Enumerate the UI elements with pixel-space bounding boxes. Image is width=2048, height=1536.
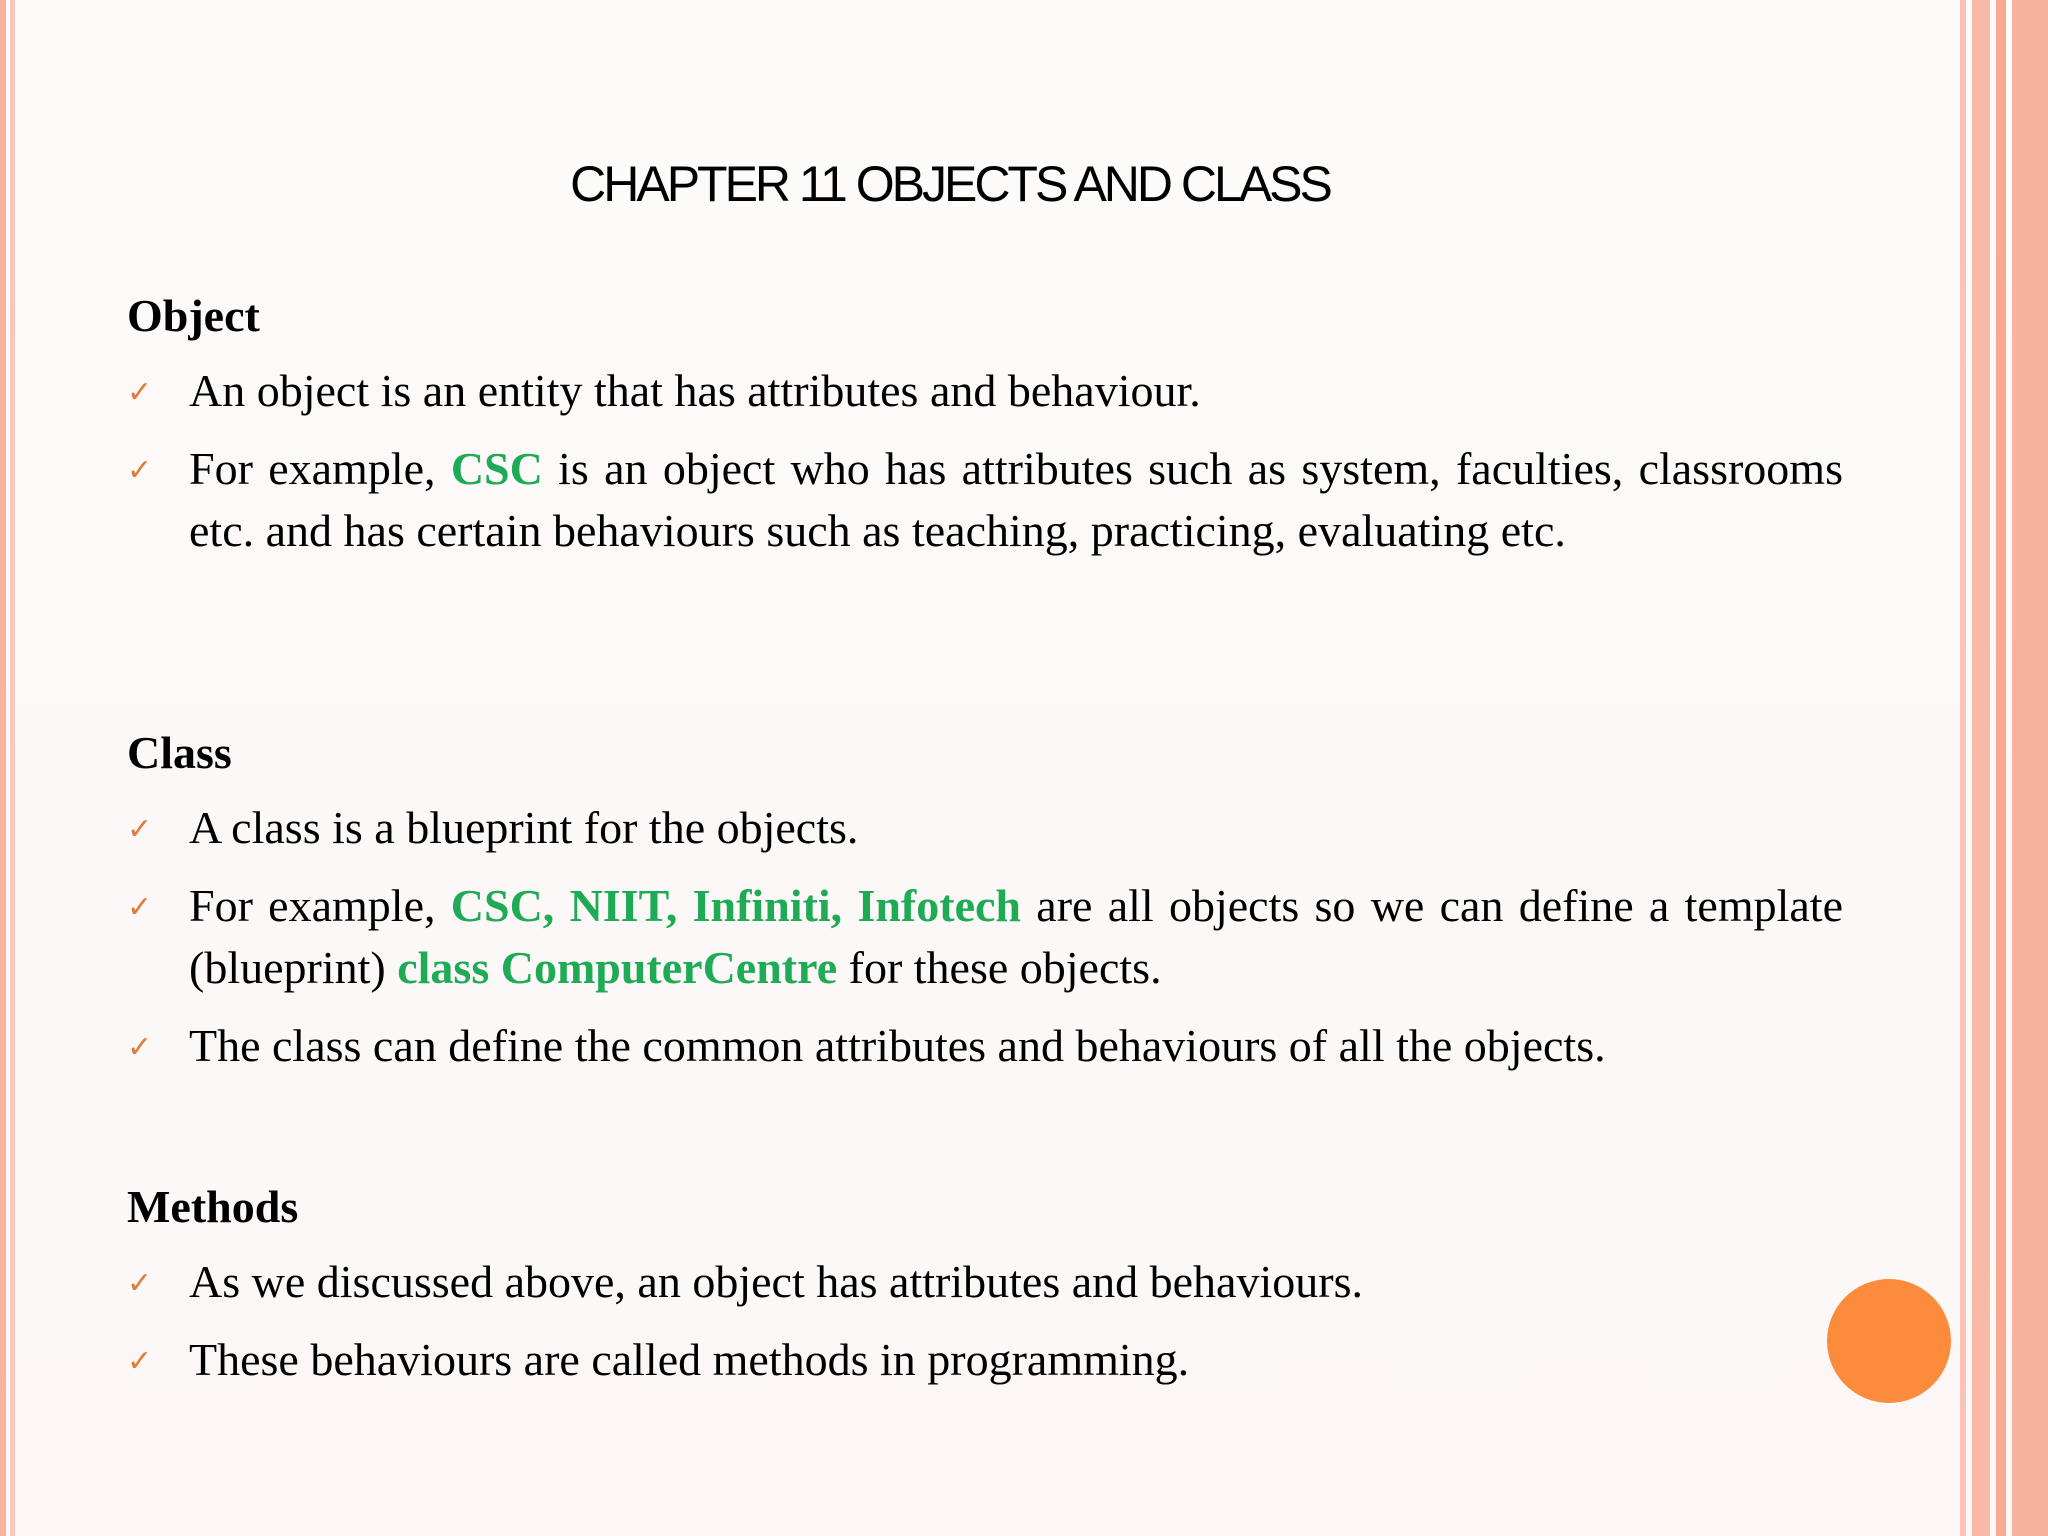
section-heading-object: Object — [127, 290, 260, 341]
bullet-text: As we discussed above, an object has attributes and behaviours. — [189, 1256, 1363, 1307]
bullet-text: For example, — [189, 880, 451, 931]
right-border-stripe — [1960, 0, 1966, 1536]
bullet-item — [127, 438, 1843, 562]
section-heading-class: Class — [127, 727, 232, 778]
section-heading-methods: Methods — [127, 1181, 299, 1232]
highlight-text: CSC, NIIT, Infiniti, Infotech — [450, 880, 1021, 931]
bullet-text: A class is a blueprint for the objects. — [189, 802, 859, 853]
checkmark-icon: ✓ — [127, 1266, 153, 1301]
highlight-text: CSC — [450, 443, 543, 494]
class-section — [127, 723, 1843, 1093]
bullet-item — [127, 1329, 1843, 1391]
checkmark-icon: ✓ — [127, 1030, 153, 1065]
bullet-text: for these objects. — [837, 942, 1162, 993]
checkmark-icon: ✓ — [127, 1344, 153, 1379]
slide-title — [0, 155, 1900, 213]
right-border-stripe — [1972, 0, 1990, 1536]
bullet-item — [127, 360, 1843, 422]
checkmark-icon: ✓ — [127, 453, 153, 488]
highlight-text: class ComputerCentre — [397, 942, 838, 993]
bullet-item — [127, 875, 1843, 999]
methods-section — [127, 1177, 1843, 1407]
checkmark-icon: ✓ — [127, 812, 153, 847]
right-border-stripe — [2012, 0, 2048, 1536]
bullet-item — [127, 1251, 1843, 1313]
right-border-stripe — [1996, 0, 2006, 1536]
checkmark-icon: ✓ — [127, 890, 153, 925]
bullet-text: The class can define the common attributes and behaviours of all the objects. — [189, 1020, 1606, 1071]
checkmark-icon: ✓ — [127, 375, 153, 410]
left-border-stripe — [0, 0, 6, 1536]
bullet-item — [127, 1015, 1843, 1077]
decorative-circle — [1827, 1279, 1951, 1403]
bullet-text: An object is an entity that has attributes and behaviour. — [189, 365, 1201, 416]
bullet-text: is an object who has attributes such as system, faculties, classrooms etc. and has certain behaviours such as teaching, practicing, evaluating etc. — [189, 443, 1843, 556]
left-border-stripe — [10, 0, 15, 1536]
slide-title-text: CHAPTER 11 OBJECTS AND CLASS — [570, 156, 1330, 212]
bullet-item — [127, 797, 1843, 859]
object-section — [127, 286, 1843, 578]
bullet-text: For example, — [189, 443, 451, 494]
bullet-text: are all objects so we can define a template (blueprint) — [189, 880, 1843, 993]
bullet-text: These behaviours are called methods in programming. — [189, 1334, 1190, 1385]
